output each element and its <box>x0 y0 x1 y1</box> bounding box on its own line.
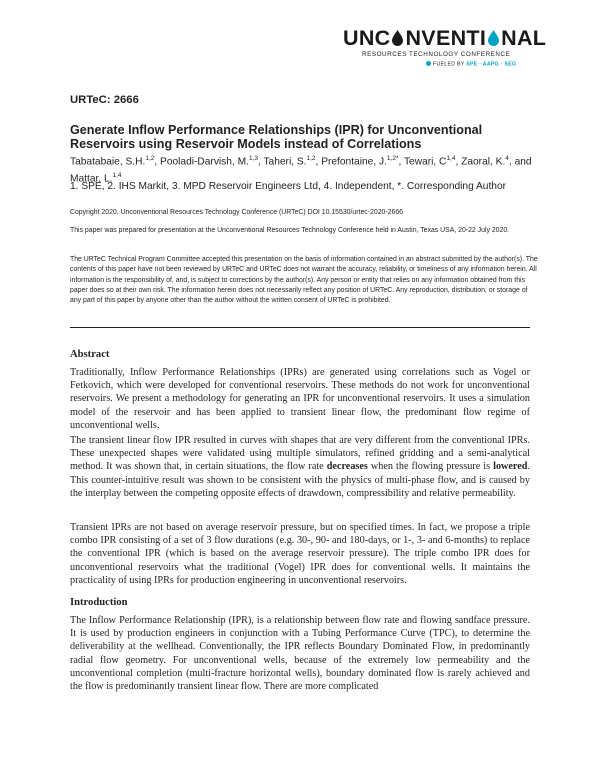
logo-subtitle: RESOURCES TECHNOLOGY CONFERENCE <box>362 51 511 58</box>
presentation-note: This paper was prepared for presentation at the Unconventional Resources Technology Conference held in Austin, Texas USA, 20-22 July 2020. <box>70 227 510 234</box>
affiliations: 1. SPE, 2. IHS Markit, 3. MPD Reservoir Engineers Ltd, 4. Independent, *. Corresponding Author <box>70 181 507 192</box>
paper-title: Generate Inflow Performance Relationships (IPR) for Unconventional Reservoirs using Reservoir Models instead of Correlations <box>70 123 483 152</box>
introduction-heading: Introduction <box>70 597 128 608</box>
divider <box>70 327 530 328</box>
abstract-paragraph: The transient linear flow IPR resulted in curves with shapes that are very different from the conventional IPRs. These unexpected shapes were validated using multiple simulators, refined gridding and a semi-analytical method. It was shown that, in certain situations, the flow rate decreases when the flowing pressure is lowered. This counter-intuitive result was shown to be consistent with the physics of multi-phase flow, and is caused by the interplay between the competing opposite effects of drawdown, compressibility and relative permeability. <box>70 435 530 499</box>
introduction-paragraph: The Inflow Performance Relationship (IPR), is a relationship between flow rate and flowing sandface pressure. It is used by production engineers in conjunction with a Tubing Performance Curve (TPC), to determine the deliverability at the wellhead. Conventionally, the IPR reflects Boundary Dominated Flow, in predominantly radial flow geometry. For unconventional wells, because of the extremely low permeability and the unconventional completion (multi-fracture horizontal wells), boundary dominated flow is rarely achieved and the flow is predominantly transient linear flow. There are more complicated <box>70 615 530 693</box>
droplet-icon <box>391 29 404 46</box>
dot-icon <box>426 61 431 66</box>
author-list: Tabatabaie, S.H.$^{1,2}$, Pooladi-Darvish, M.$^{1,3}$, Taheri, S.$^{1,2}$, Prefontaine, J.$^{1,2*}$, Tewari, C$^{1,4}$, Zaoral, K.$^4$, and Mattar, L.$^{1,4}$ <box>70 155 532 184</box>
copyright-notice: Copyright 2020, Unconventional Resources Technology Conference (URTeC) DOI 10.15530/urtec-2020-2666 <box>70 209 403 216</box>
abstract-paragraph: Transient IPRs are not based on average reservoir pressure, but on specified times. In fact, we propose a triple combo IPR consisting of a set of 3 flow durations (e.g. 30-, 90- and 180-days, or 1-, 3- and 6-months) to replace the conventional IPR (which is based on the average reservoir pressure). The triple combo IPR does for unconventional reservoirs what the traditional (Vogel) IPR does for conventional wells. It maintains the practicality of using IPRs for production engineering in unconventional reservoirs. <box>70 522 530 586</box>
abstract-paragraph: Traditionally, Inflow Performance Relationships (IPRs) are generated using correlations such as Vogel or Fetkovich, which were developed for conventional reservoirs. These methods do not work for unconventional reservoirs. We present a methodology for generating an IPR for unconventional reservoirs. It uses a simulation model of the reservoir and has been applied to transient linear flow, the predominant flow regime of unconventional wells. <box>70 367 530 431</box>
logo-fueled-by: FUELED BY SPE · AAPG · SEG <box>426 61 516 68</box>
abstract-heading: Abstract <box>70 349 110 360</box>
droplet-accent-icon <box>487 29 500 46</box>
logo-wordmark: UNC NVENTI NAL <box>343 26 547 50</box>
disclaimer: The URTeC Technical Program Committee accepted this presentation on the basis of information contained in an abstract submitted by the author(s). The contents of this paper have not been reviewed by URTeC and URTeC does not warrant the accuracy, reliability, or timeliness of any information herein. All information is the responsibility of, and, is subject to corrections by the author(s). Any person or entity that relies on any information obtained from this paper does so at their own risk. The information herein does not necessarily reflect any position of URTeC. Any reproduction, distribution, or storage of any part of this paper by anyone other than the author without the written consent of URTeC is prohibited. <box>70 256 538 305</box>
paper-id: URTeC: 2666 <box>70 94 139 106</box>
conference-logo <box>343 26 547 68</box>
